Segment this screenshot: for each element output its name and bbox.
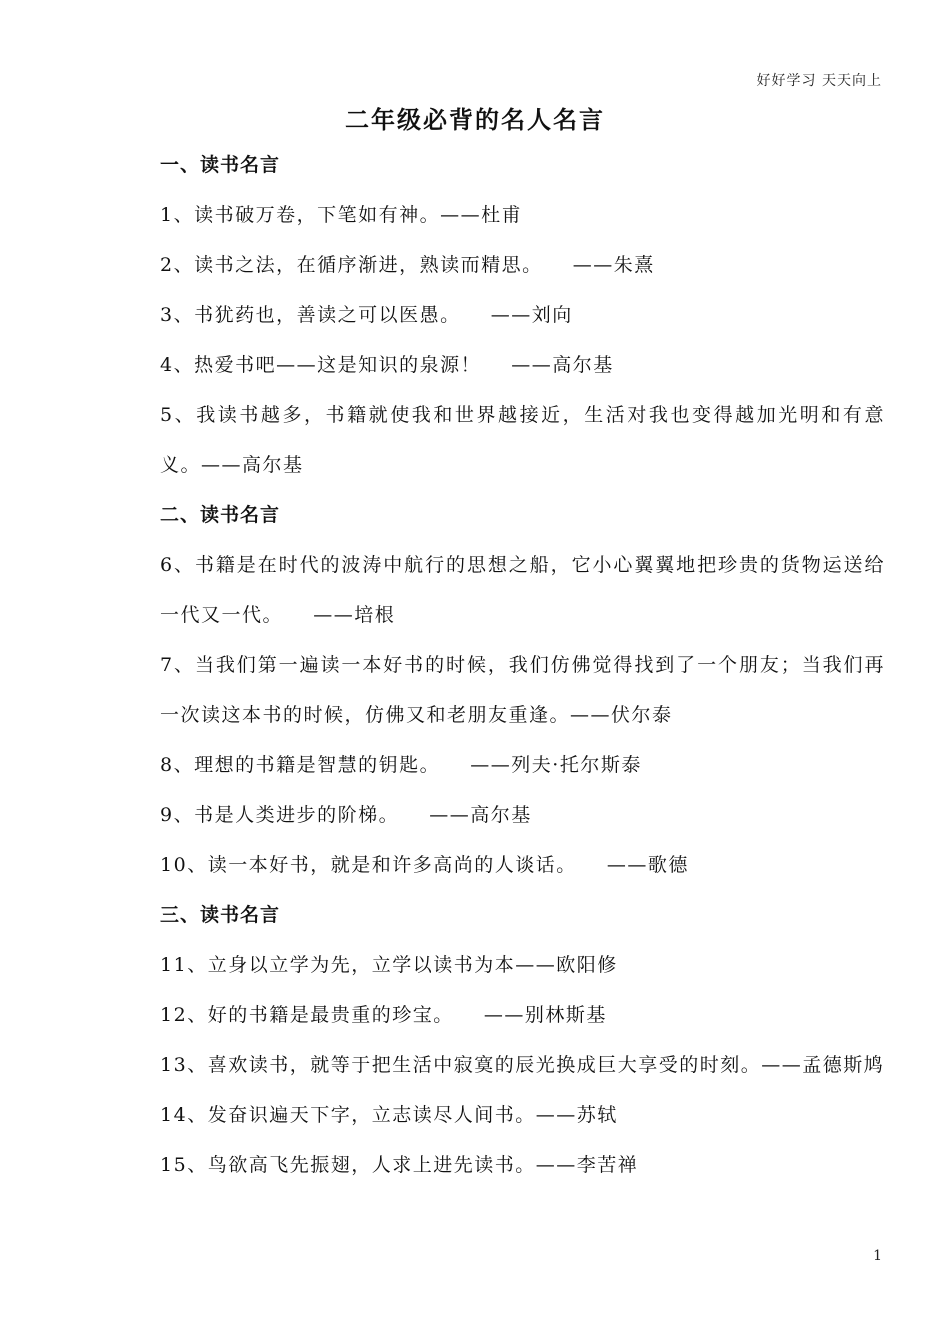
quote-author: ——朱熹 — [572, 254, 655, 276]
quote-number: 9 — [160, 804, 174, 826]
quote-gap — [399, 804, 429, 826]
quote-item: 4、热爱书吧——这是知识的泉源！ ——高尔基 — [160, 354, 614, 376]
quote-text: 好的书籍是最贵重的珍宝。 — [207, 1004, 454, 1026]
section-heading: 一、读书名言 — [160, 154, 281, 176]
quote-author: ——杜甫 — [440, 204, 523, 226]
quote-gap — [543, 254, 573, 276]
header-note: 好好学习 天天向上 — [756, 73, 882, 89]
quote-item: 11、立身以立学为先，立学以读书为本——欧阳修 — [160, 954, 618, 976]
quote-gap — [454, 1004, 484, 1026]
quote-number: 4 — [160, 354, 174, 376]
section-heading: 二、读书名言 — [160, 504, 281, 526]
quote-number: 12 — [160, 1004, 188, 1026]
quote-text: 立身以立学为先，立学以读书为本 — [207, 954, 516, 976]
section-heading: 三、读书名言 — [160, 904, 281, 926]
quote-number: 15 — [160, 1154, 188, 1176]
quote-number: 11 — [160, 954, 188, 976]
quote-author: ——列夫·托尔斯泰 — [470, 754, 642, 776]
page-number: 1 — [873, 1248, 882, 1264]
quote-text: 书籍是在时代的波涛中航行的思想之船，它小心翼翼地把珍贵的货物运送给一代又一代。 — [160, 554, 885, 626]
quote-text: 发奋识遍天下字，立志读尽人间书。 — [207, 1104, 536, 1126]
quote-item: 12、好的书籍是最贵重的珍宝。 ——别林斯基 — [160, 1004, 607, 1026]
quote-number: 6 — [160, 554, 174, 576]
quote-number: 5 — [160, 404, 174, 426]
quote-text: 鸟欲高飞先振翅，人求上进先读书。 — [207, 1154, 536, 1176]
quote-item: 15、鸟欲高飞先振翅，人求上进先读书。——李苦禅 — [160, 1154, 639, 1176]
quote-author: ——刘向 — [490, 304, 573, 326]
quote-text: 我读书越多，书籍就使我和世界越接近，生活对我也变得越加光明和有意义。 — [160, 404, 885, 476]
quote-item: 1、读书破万卷，下笔如有神。——杜甫 — [160, 204, 523, 226]
quote-gap — [283, 604, 313, 626]
document-body — [160, 140, 885, 1190]
quote-number: 3 — [160, 304, 174, 326]
quote-author: ——高尔基 — [429, 804, 532, 826]
quote-author: ——苏轼 — [535, 1104, 618, 1126]
quote-author: ——别林斯基 — [483, 1004, 607, 1026]
quote-number: 13 — [160, 1054, 188, 1076]
quote-text: 喜欢读书，就等于把生活中寂寞的辰光换成巨大享受的时刻。 — [207, 1054, 762, 1076]
quote-number: 14 — [160, 1104, 188, 1126]
quote-item: 14、发奋识遍天下字，立志读尽人间书。——苏轼 — [160, 1104, 618, 1126]
page-title: 二年级必背的名人名言 — [345, 105, 605, 134]
quote-item: 10、读一本好书，就是和许多高尚的人谈话。 ——歌德 — [160, 854, 689, 876]
quote-gap — [577, 854, 607, 876]
quote-author: ——高尔基 — [201, 454, 304, 476]
quote-item: 13、喜欢读书，就等于把生活中寂寞的辰光换成巨大享受的时刻。——孟德斯鸠 — [160, 1054, 885, 1076]
quote-item: 6、书籍是在时代的波涛中航行的思想之船，它小心翼翼地把珍贵的货物运送给一代又一代。 ——培根 — [160, 554, 885, 626]
quote-number: 1 — [160, 204, 174, 226]
quote-number: 8 — [160, 754, 174, 776]
quote-text: 读一本好书，就是和许多高尚的人谈话。 — [207, 854, 577, 876]
quote-text: 读书破万卷，下笔如有神。 — [194, 204, 441, 226]
quote-number: 10 — [160, 854, 188, 876]
quote-author: ——歌德 — [606, 854, 689, 876]
quote-number: 2 — [160, 254, 174, 276]
quote-text: 当我们第一遍读一本好书的时候，我们仿佛觉得找到了一个朋友；当我们再一次读这本书的时候，仿佛又和老朋友重逢。 — [160, 654, 885, 726]
quote-text: 热爱书吧——这是知识的泉源！ — [194, 354, 482, 376]
quote-gap — [481, 354, 511, 376]
quote-item: 8、理想的书籍是智慧的钥匙。 ——列夫·托尔斯泰 — [160, 754, 642, 776]
quote-text: 理想的书籍是智慧的钥匙。 — [194, 754, 441, 776]
quote-author: ——伏尔泰 — [570, 704, 673, 726]
quote-author: ——高尔基 — [511, 354, 614, 376]
quote-text: 读书之法，在循序渐进，熟读而精思。 — [194, 254, 543, 276]
quote-author: ——孟德斯鸠 — [761, 1054, 885, 1076]
quote-author: ——培根 — [313, 604, 396, 626]
quote-gap — [440, 754, 470, 776]
quote-author: ——欧阳修 — [515, 954, 618, 976]
quote-text: 书是人类进步的阶梯。 — [194, 804, 400, 826]
quote-item: 2、读书之法，在循序渐进，熟读而精思。 ——朱熹 — [160, 254, 655, 276]
quote-item: 5、我读书越多，书籍就使我和世界越接近，生活对我也变得越加光明和有意义。——高尔基 — [160, 404, 885, 476]
quote-item: 7、当我们第一遍读一本好书的时候，我们仿佛觉得找到了一个朋友；当我们再一次读这本书的时候，仿佛又和老朋友重逢。——伏尔泰 — [160, 654, 885, 726]
quote-text: 书犹药也，善读之可以医愚。 — [194, 304, 461, 326]
quote-gap — [461, 304, 491, 326]
quote-number: 7 — [160, 654, 174, 676]
quote-item: 3、书犹药也，善读之可以医愚。 ——刘向 — [160, 304, 573, 326]
quote-item: 9、书是人类进步的阶梯。 ——高尔基 — [160, 804, 532, 826]
quote-author: ——李苦禅 — [535, 1154, 639, 1176]
